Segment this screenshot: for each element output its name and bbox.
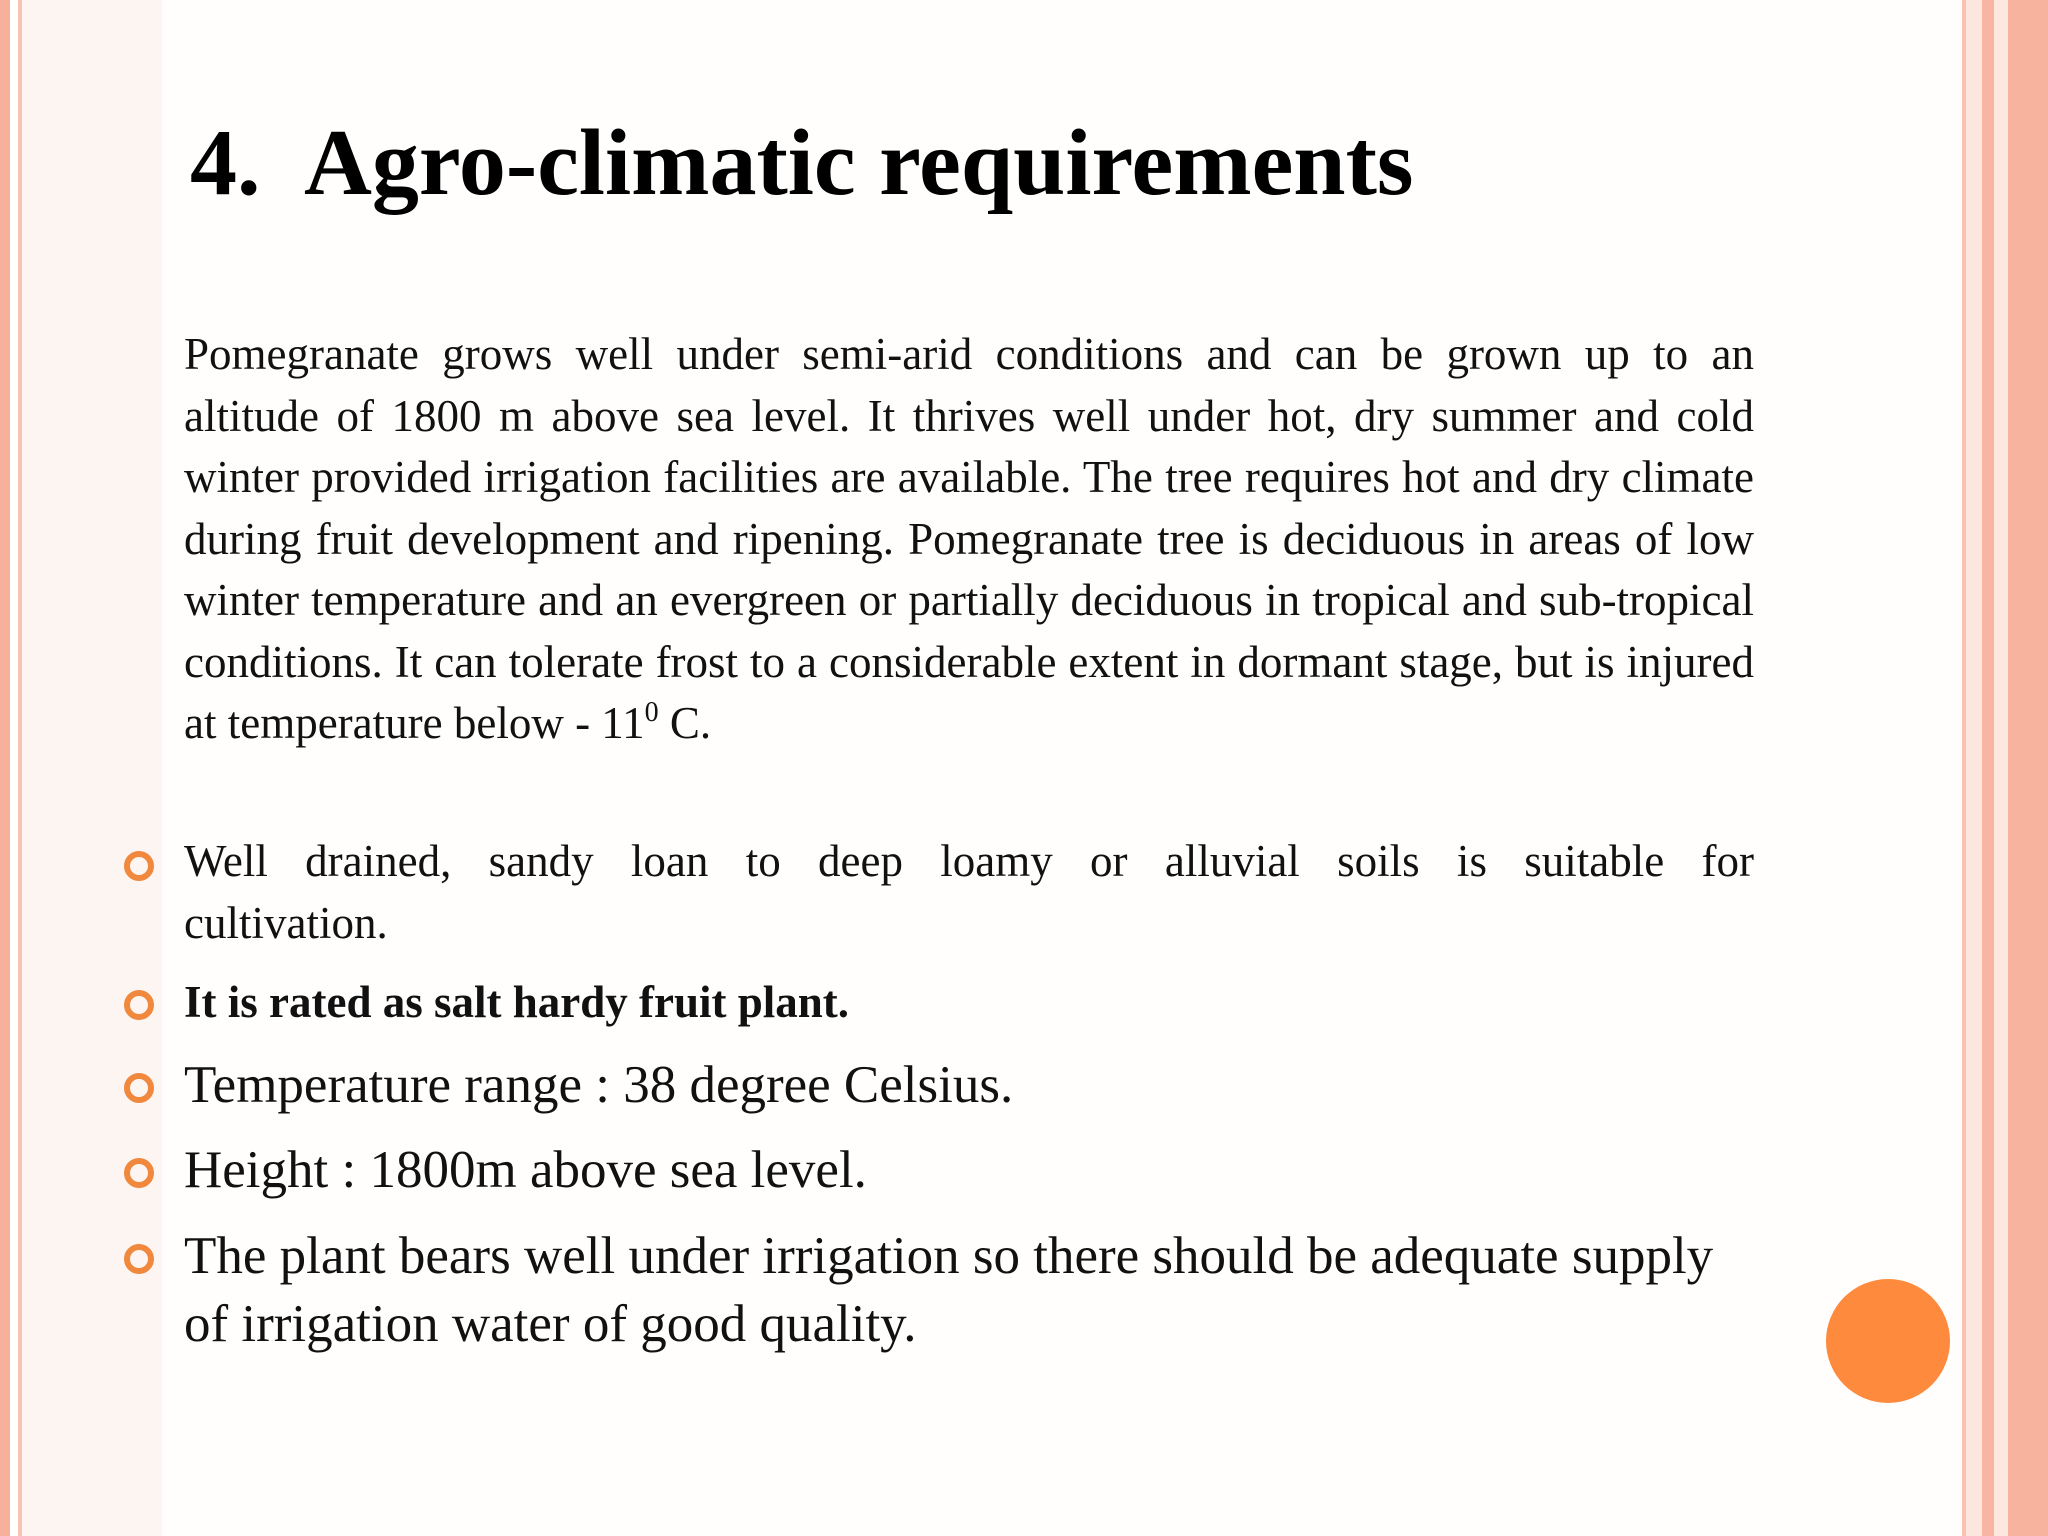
bullet-item-temperature [184, 1049, 1754, 1121]
bullet-text-line: cultivation. [184, 897, 388, 948]
intro-paragraph [184, 324, 1754, 755]
bullet-item-irrigation [184, 1222, 1754, 1358]
bullet-text: The plant bears well under irrigation so there should be adequate supply of irrigation water of good quality. [184, 1227, 1714, 1353]
bullet-circle-icon [124, 1158, 154, 1188]
bullet-circle-icon [124, 1073, 154, 1103]
decorative-orange-circle-icon [1826, 1279, 1950, 1403]
degree-superscript: 0 [644, 697, 659, 728]
right-border-stripe-b [1966, 0, 1982, 1536]
bullet-circle-icon [124, 1244, 154, 1274]
left-border-gap [10, 0, 18, 1536]
slide-title [190, 108, 1413, 218]
bullet-text: It is rated as salt hardy fruit plant. [184, 977, 850, 1027]
bullet-text: Height : 1800m above sea level. [184, 1141, 867, 1199]
left-margin-panel [22, 0, 162, 1536]
bullet-text: Temperature range : 38 degree Celsius. [184, 1056, 1014, 1114]
title-number: 4. [190, 111, 261, 215]
bullet-item-salt-hardy [184, 970, 1754, 1034]
intro-paragraph-text: Pomegranate grows well under semi-arid conditions and can be grown up to an altitude of 1800 m above sea level. It thrives well under hot, dry summer and cold winter provided irrigation facilities are available. The tree requires hot and dry climate during fruit development and ripening. Pomegranate tree is deciduous in areas of low winter temperature and an evergreen or partially deciduous in tropical and sub-tropical conditions. It can tolerate frost to a considerable extent in dormant stage, but is injured at temperature below - 11 [184, 329, 1754, 748]
bullet-item-height [184, 1134, 1754, 1206]
right-border-stripe-e [2008, 0, 2048, 1536]
bullet-text-line: Well drained, sandy loan to deep loamy or alluvial soils is suitable for [184, 836, 1754, 886]
bullet-circle-icon [124, 990, 154, 1020]
title-text: Agro-climatic requirements [304, 111, 1414, 215]
left-border-stripe [0, 0, 10, 1536]
right-border-stripe-c [1982, 0, 1994, 1536]
intro-paragraph-tail: C. [658, 698, 712, 748]
bullet-circle-icon [124, 851, 154, 881]
bullet-item-soil [184, 831, 1754, 954]
right-border-stripe-d [1994, 0, 2008, 1536]
